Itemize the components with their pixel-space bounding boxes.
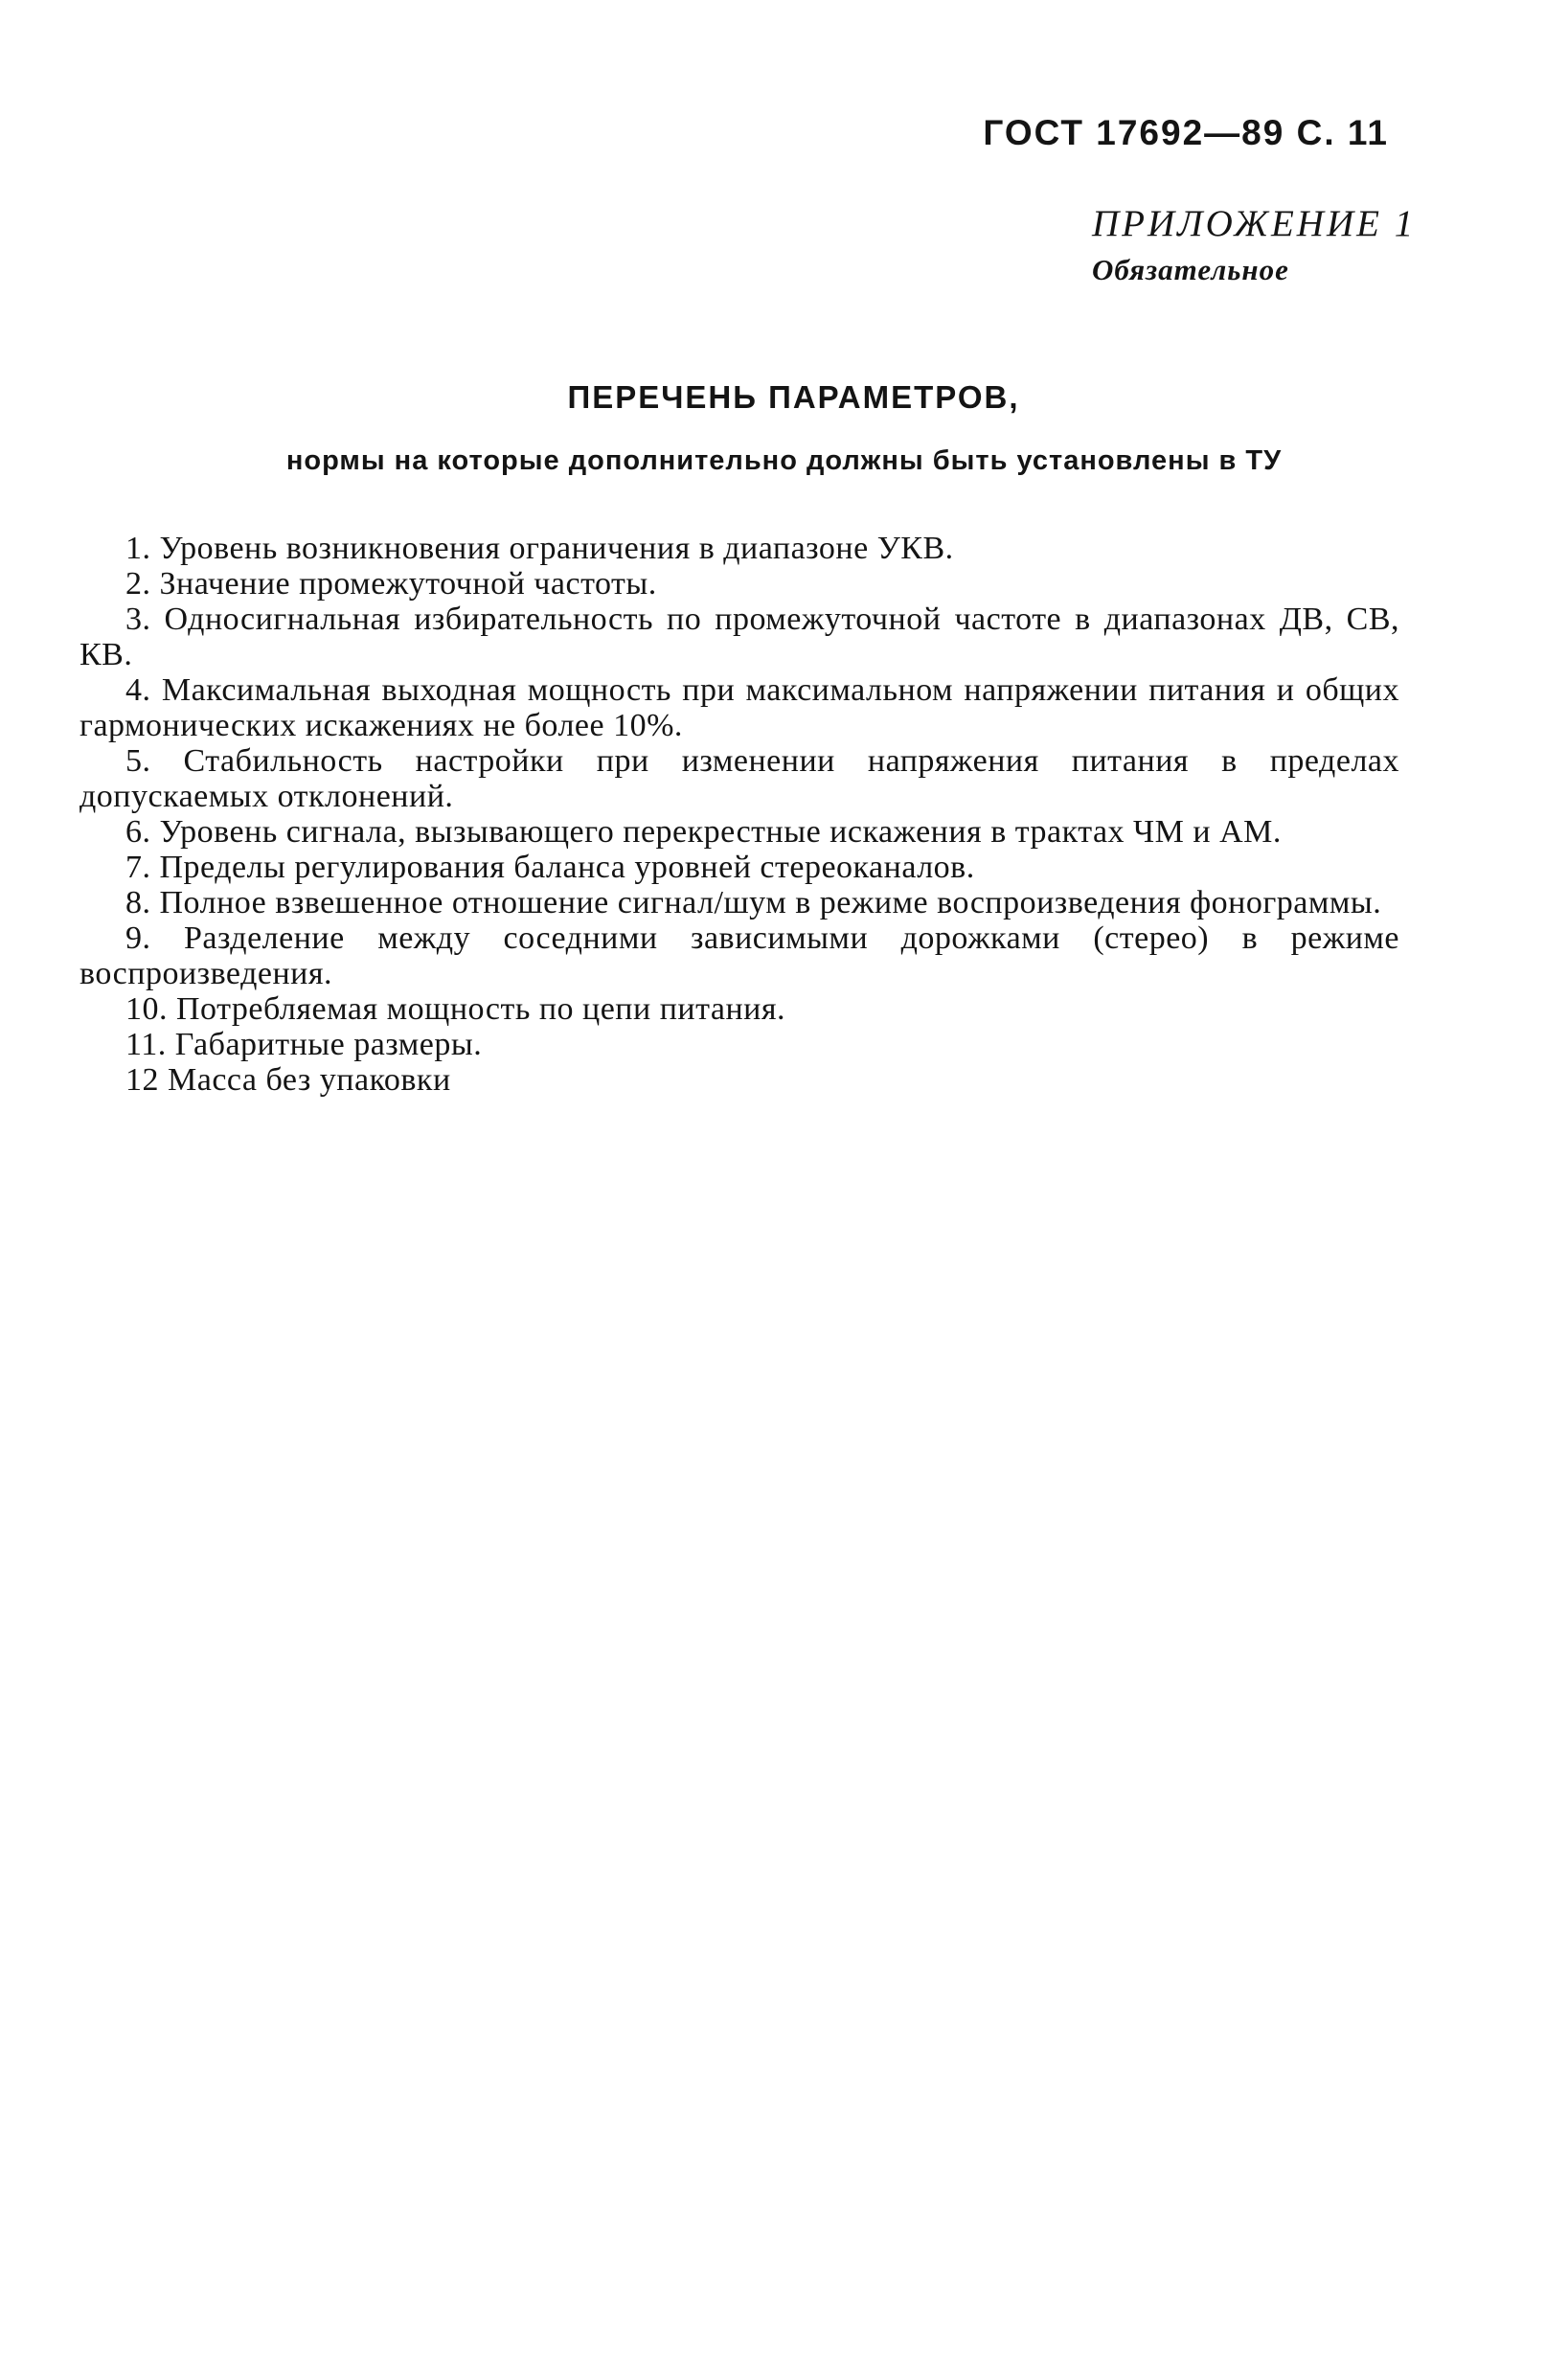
- list-item: 2. Значение промежуточной частоты.: [125, 566, 657, 602]
- list-item: 7. Пределы регулирования баланса уровней стереоканалов.: [125, 850, 975, 885]
- list-item: 9. Разделение между соседними зависимыми дорожками (стерео) в режиме воспроизведения.: [80, 920, 1399, 991]
- list-item: 4. Максимальная выходная мощность при максимальном напряжении питания и общих гармонических искажениях не более 10%.: [80, 672, 1399, 743]
- list-item: 10. Потребляемая мощность по цепи питания.: [125, 991, 785, 1027]
- appendix-status: Обязательное: [1092, 253, 1289, 286]
- page-title: ПЕРЕЧЕНЬ ПАРАМЕТРОВ,: [567, 379, 1020, 415]
- list-item: 6. Уровень сигнала, вызывающего перекрестные искажения в трактах ЧМ и АМ.: [125, 814, 1282, 850]
- list-item: 11. Габаритные размеры.: [125, 1027, 483, 1062]
- list-item: 1. Уровень возникновения ограничения в диапазоне УКВ.: [125, 531, 954, 566]
- list-item: 12 Масса без упаковки: [125, 1062, 451, 1098]
- appendix-block: [1092, 201, 1416, 293]
- page-subtitle: нормы на которые дополнительно должны быть установлены в ТУ: [285, 445, 1283, 476]
- appendix-label: ПРИЛОЖЕНИЕ 1: [1092, 203, 1417, 244]
- list-item: 8. Полное взвешенное отношение сигнал/шум в режиме воспроизведения фонограммы.: [125, 885, 1382, 920]
- page-header: ГОСТ 17692—89 С. 11: [983, 113, 1389, 152]
- list-item: 5. Стабильность настройки при изменении напряжения питания в пределах допускаемых отклонений.: [80, 743, 1399, 814]
- parameter-list: [80, 531, 1399, 1098]
- list-item: 3. Односигнальная избирательность по промежуточной частоте в диапазонах ДВ, СВ, КВ.: [80, 602, 1399, 672]
